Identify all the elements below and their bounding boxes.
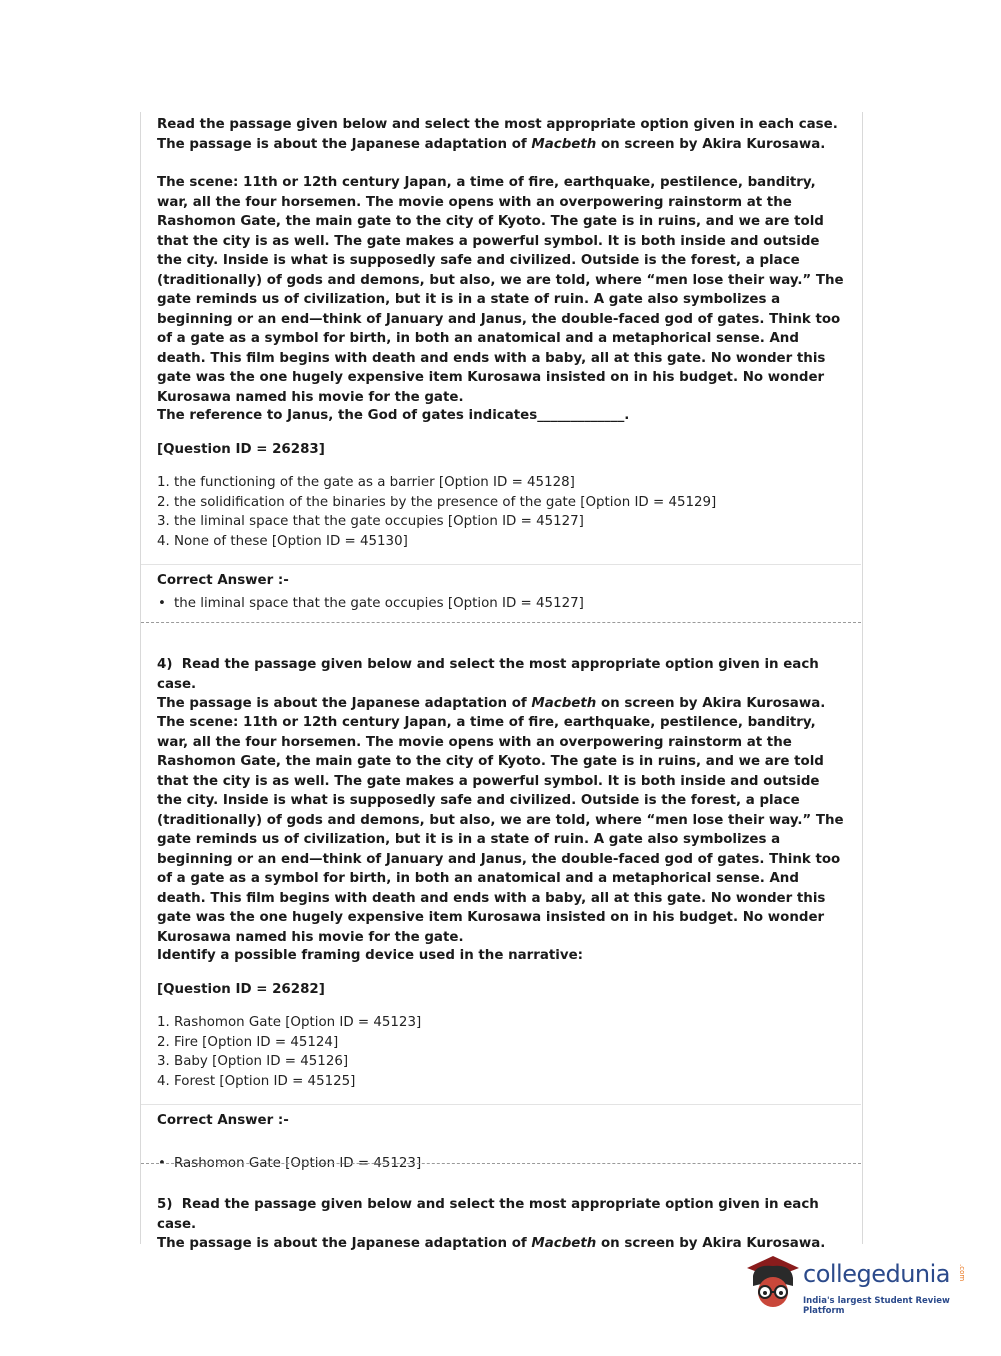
q3-option-1[interactable]: 1. the functioning of the gate as a barrier [Option ID = 45128] [157,475,575,490]
q3-intro-line1: Read the passage given below and select the most appropriate option given in each case. [157,117,838,132]
q3-question-id: [Question ID = 26283] [157,442,325,457]
mascot-icon [743,1252,801,1312]
q4-correct-label: Correct Answer :- [157,1113,289,1128]
q4-option-4[interactable]: 4. Forest [Option ID = 45125] [157,1073,356,1089]
q4-correct-answer: • Rashomon Gate [Option ID = 45123] [157,1154,864,1174]
q4-question: Identify a possible framing device used in the narrative: [157,948,584,963]
q4-intro-line2: The passage is about the Japanese adaptation of Macbeth on screen by Akira Kurosawa. [157,696,826,711]
q4-question-id: [Question ID = 26282] [157,982,325,997]
q4-option-2[interactable]: 2. Fire [Option ID = 45124] [157,1034,339,1050]
q3-option-4[interactable]: 4. None of these [Option ID = 45130] [157,533,408,549]
q5-number: 5) [157,1197,173,1212]
q3-correct-label: Correct Answer :- [157,573,289,588]
q3-question: The reference to Janus, the God of gates indicates_____________. [157,408,630,423]
q4-option-3[interactable]: 3. Baby [Option ID = 45126] [157,1054,349,1070]
q3-correct-answer: • the liminal space that the gate occupies [Option ID = 45127] [157,594,864,614]
q3-intro [157,115,847,154]
q4-number: 4) [157,657,173,672]
divider [141,1104,861,1105]
question-separator [141,1163,861,1164]
q4-passage: The scene: 11th or 12th century Japan, a time of fire, earthquake, pestilence, banditry, war, all the four horsemen. The movie opens with an overpowering rainstorm at the Rashomon Gate, the main gate to the city of Kyoto. The gate is in ruins, and we are told that the city is as well. The gate makes a powerful symbol. It is both inside and outside the city. Inside is what is supposedly safe and civilized. Outside is the forest, a place (traditionally) of gods and demons, but also, we are told, where “men lose their way.” The gate reminds us of civilization, but it is in a state of ruin. A gate also symbolizes a beginning or an end—think of January and Janus, the double-faced god of gates. Think too of a gate as a symbol for birth, in both an anatomical and a metaphorical sense. And death. This film begins with death and ends with a baby, all at this gate. No wonder this gate was the one hugely expensive item Kurosawa insisted on in his budget. No wonder Kurosawa named his movie for the gate. [157,715,844,945]
q4-option-1[interactable]: 1. Rashomon Gate [Option ID = 45123] [157,1015,422,1030]
collegedunia-logo[interactable] [743,1250,973,1316]
logo-wordmark: collegedunia [803,1260,951,1288]
q3-options [157,473,847,551]
q4-options [157,1013,847,1091]
logo-tagline: India's largest Student Review Platform [803,1296,950,1316]
q3-option-3[interactable]: 3. the liminal space that the gate occupies [Option ID = 45127] [157,514,584,530]
q3-passage: The scene: 11th or 12th century Japan, a time of fire, earthquake, pestilence, banditry, war, all the four horsemen. The movie opens with an overpowering rainstorm at the Rashomon Gate, the main gate to the city of Kyoto. The gate is in ruins, and we are told that the city is as well. The gate makes a powerful symbol. It is both inside and outside the city. Inside is what is supposedly safe and civilized. Outside is the forest, a place (traditionally) of gods and demons, but also, we are told, where “men lose their way.” The gate reminds us of civilization, but it is in a state of ruin. A gate also symbolizes a beginning or an end—think of January and Janus, the double-faced god of gates. Think too of a gate as a symbol for birth, in both an anatomical and a metaphorical sense. And death. This film begins with death and ends with a baby, all at this gate. No wonder this gate was the one hugely expensive item Kurosawa insisted on in his budget. No wonder Kurosawa named his movie for the gate. [157,175,844,405]
q5-intro-line2: The passage is about the Japanese adaptation of Macbeth on screen by Akira Kurosawa. [157,1236,826,1251]
q3-intro-line2: The passage is about the Japanese adaptation of Macbeth on screen by Akira Kurosawa. [157,136,826,152]
q5-intro-line1: 5) Read the passage given below and select the most appropriate option given in each case. [157,1197,819,1232]
logo-com: .com [958,1264,966,1282]
q4-intro-line1: 4) Read the passage given below and select the most appropriate option given in each case. [157,657,819,692]
q4-intro [157,655,847,714]
divider [141,564,861,565]
q3-option-2[interactable]: 2. the solidification of the binaries by the presence of the gate [Option ID = 45129] [157,494,717,510]
q5-intro [157,1195,847,1254]
question-separator [141,622,861,623]
